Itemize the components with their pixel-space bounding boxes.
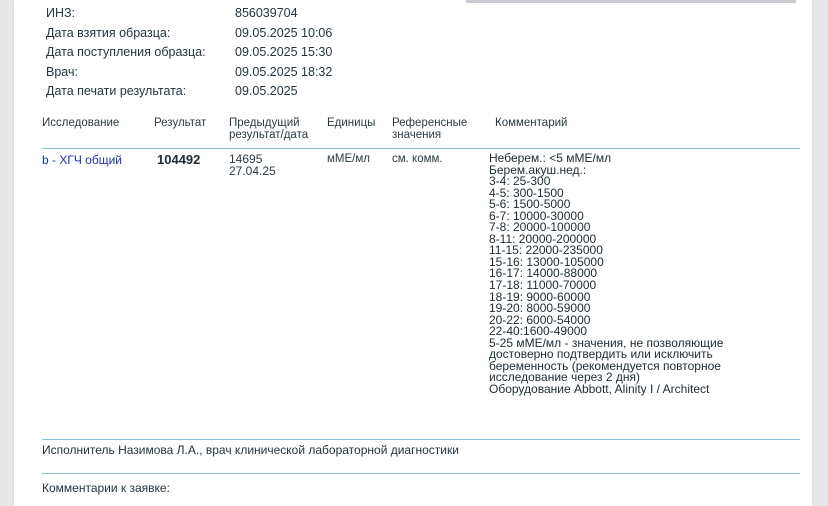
info-label: Дата печати результата: bbox=[46, 84, 187, 98]
test-name: b - ХГЧ общий bbox=[42, 153, 122, 167]
info-label: Дата взятия образца: bbox=[46, 25, 171, 40]
lab-result-sheet bbox=[14, 0, 812, 506]
table-bottom-divider bbox=[42, 439, 800, 440]
info-value: 09.05.2025 10:06 bbox=[235, 25, 333, 40]
info-value: 09.05.2025 18:32 bbox=[235, 64, 333, 79]
comment-line: 7-8: 20000-100000 bbox=[489, 220, 591, 235]
header-reference bbox=[392, 117, 467, 141]
comment-line: 16-17: 14000-88000 bbox=[489, 266, 598, 281]
comment-line: 18-19: 9000-60000 bbox=[489, 289, 591, 304]
comment-line: 5-6: 1500-5000 bbox=[489, 197, 571, 212]
comment-line: 4-5: 300-1500 bbox=[489, 185, 564, 200]
comment-line: Берем.акуш.нед.: bbox=[489, 162, 587, 177]
header-previous bbox=[229, 117, 308, 141]
header-comment: Комментарий bbox=[495, 117, 568, 129]
comment-line: 22-40:1600-49000 bbox=[489, 324, 588, 339]
info-value: 09.05.2025 bbox=[235, 84, 298, 98]
comment-line: 17-18: 11000-70000 bbox=[489, 278, 597, 293]
comment-block bbox=[489, 153, 723, 395]
comment-line: Оборудование Abbott, Alinity I / Architect bbox=[489, 381, 710, 396]
reference-values: см. комм. bbox=[392, 153, 443, 165]
header-units: Единицы bbox=[327, 117, 376, 129]
header-previous-line1: Предыдущий bbox=[229, 117, 300, 129]
info-value: 09.05.2025 15:30 bbox=[235, 45, 333, 59]
comment-line: 6-7: 10000-30000 bbox=[489, 208, 584, 223]
order-comment-label: Комментарии к заявке: bbox=[42, 481, 170, 495]
comment-line: 20-22: 6000-54000 bbox=[489, 312, 591, 327]
comment-line: Неберем.: <5 мМЕ/мл bbox=[489, 151, 612, 165]
comment-line: 3-4: 25-300 bbox=[489, 174, 551, 189]
header-divider bbox=[42, 148, 800, 149]
top-header-line bbox=[466, 0, 796, 3]
previous-date: 27.04.25 bbox=[229, 164, 276, 178]
executor-divider bbox=[42, 473, 800, 474]
previous-value: 14695 bbox=[229, 152, 263, 166]
header-reference-line1: Референсные bbox=[392, 117, 468, 129]
comment-line: исследование через 2 дня) bbox=[489, 370, 641, 385]
result-value: 104492 bbox=[157, 152, 201, 167]
header-result: Результат bbox=[154, 117, 207, 129]
header-reference-line2: значения bbox=[392, 129, 442, 141]
executor-line: Исполнитель Назимова Л.А., врач клинической лабораторной диагностики bbox=[42, 443, 459, 457]
comment-line: 15-16: 13000-105000 bbox=[489, 254, 604, 269]
comment-line: беременность (рекомендуется повторное bbox=[489, 358, 721, 373]
comment-line: 5-25 мМЕ/мл - значения, не позволяющие bbox=[489, 335, 724, 350]
comment-line: 11-15: 22000-235000 bbox=[489, 243, 603, 258]
header-test: Исследование bbox=[42, 117, 120, 129]
comment-line: 8-11: 20000-200000 bbox=[489, 231, 597, 246]
info-label: Врач: bbox=[46, 64, 78, 79]
info-label: Дата поступления образца: bbox=[46, 45, 206, 59]
header-previous-line2: результат/дата bbox=[229, 129, 309, 141]
previous-result bbox=[229, 153, 276, 177]
info-value: 856039704 bbox=[235, 6, 298, 20]
info-label: ИНЗ: bbox=[46, 6, 76, 20]
comment-line: достоверно подтвердить или исключить bbox=[489, 347, 713, 362]
comment-line: 19-20: 8000-59000 bbox=[489, 301, 591, 316]
units: мМЕ/мл bbox=[327, 153, 370, 165]
